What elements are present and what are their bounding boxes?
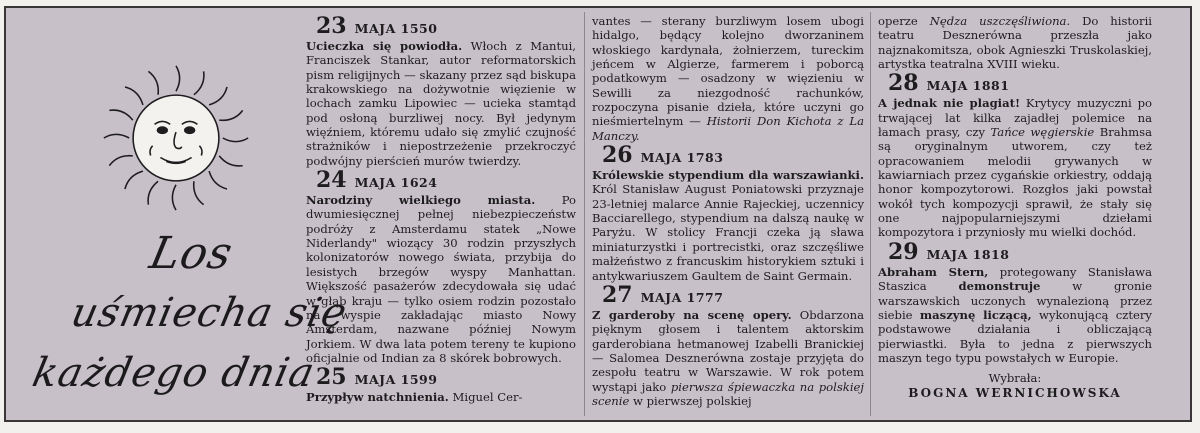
entry-body [592, 168, 864, 283]
entry-date: MAJA 1818 [926, 246, 1010, 262]
entry-text: operze [878, 14, 930, 28]
entry-italic: pierwsza śpiewaczka na polskiej scenie [592, 379, 864, 408]
entry-lead: Abraham Stern, [878, 264, 989, 279]
entry-lead: A jednak nie plagiat! [878, 96, 1021, 111]
entry-heading [888, 70, 1152, 97]
entry-lead: Królewskie stypendium dla warszawianki. [592, 168, 864, 183]
entry-heading [316, 167, 576, 194]
entry-body [306, 39, 576, 168]
entry-date: MAJA 1881 [926, 78, 1010, 94]
entry-day: 26 [602, 142, 633, 169]
entry-bold: maszynę liczącą, [919, 307, 1032, 322]
credit-label: Wybrała: [988, 371, 1042, 386]
entry-day: 29 [888, 238, 919, 265]
entry-day: 27 [602, 281, 633, 308]
entry-date: MAJA 1599 [354, 372, 438, 388]
entry-text: Król Stanisław August Poniatowski przyznaje 23-letniej malarce Annie Rajeckiej, uczennicy Bacciarellego, stypendium na dalszą naukę w Paryżu. W stolicy Francji czeka ją sława miniaturzystki i portrecistki, oraz szczęśliwe małżeństwo z francuskim historykiem sztuki i antykwariuszem Gaultem de Saint Germain. [592, 182, 864, 283]
entry-date: MAJA 1777 [640, 289, 724, 305]
sun-ray [219, 156, 242, 166]
entry-text: w gronie warszawskich uczonych wynalezioną przez siebie [878, 279, 1153, 322]
entry-body-continued [592, 14, 864, 143]
entry-date: MAJA 1783 [640, 150, 724, 166]
entry-date: MAJA 1550 [354, 21, 438, 36]
entry-bold: demonstruje [958, 279, 1041, 294]
entry-body [306, 390, 576, 404]
sun-ray [109, 110, 132, 120]
motto-line-3: każdego dnia [28, 350, 320, 396]
entry-text: Obdarzona pięknym głosem i talentem aktorskim garderobiana hetmanowej Izabelli Branickiej — Salomea Desznerówna zostaje przyjęta do zespołu teatru w Warszawie. W rok potem wystąpi jako [592, 307, 864, 394]
entry-day: 25 [316, 364, 347, 391]
entry-text: Do historii teatru Desznerówna przeszła jako najznakomitsza, obok Agnieszki Truskolaskiej, artystka teatralna XVIII wieku. [878, 14, 1153, 72]
entry-lead: Z garderoby na scenę opery. [592, 307, 792, 322]
credit-author: BOGNA WERNICHOWSKA [908, 385, 1122, 400]
entry-day: 23 [316, 13, 347, 39]
sun-ray [194, 181, 204, 204]
entry-heading [316, 13, 576, 39]
entry-lead: Narodziny wielkiego miasta. [306, 193, 536, 208]
sun-ray [209, 171, 227, 189]
entry-day: 24 [316, 167, 347, 194]
sun-face-icon [98, 60, 254, 216]
sun-ray [219, 110, 242, 120]
sun-ray [223, 138, 248, 142]
sun-ray [109, 156, 132, 166]
entry-heading [888, 238, 1152, 265]
entry-text: wykonującą cztery podstawowe działania i obliczającą pierwiastki. Była to jedna z pierwszych maszyn tego typu powstałych w Europie. [878, 307, 1152, 365]
sun-ray [194, 71, 204, 94]
entry-text: vantes — sterany burzliwym losem ubogi hidalgo, będący kolejno dworzaninem włoskiego kardynała, żołnierzem, tureckim jeńcem w Algierze, farmerem i poborcą podatkowym — osadzony w więzieniu w Sewilli za niezgodność rachunków, rozpoczyna pisanie dzieła, które uczyni go nieśmiertelnym — [592, 14, 864, 129]
entry-heading [602, 281, 864, 308]
entry-italic: Historii Don Kichota z La Manczy. [592, 114, 865, 143]
sun-ray [176, 66, 180, 91]
entry-text: w pierwszej polskiej [629, 393, 752, 408]
sun-ray [104, 134, 129, 138]
column-divider [584, 12, 585, 416]
column-divider [870, 12, 871, 416]
motto-line-1: Los [145, 228, 238, 279]
entry-text: Brahmsa są oryginalnym utworem, czy też opracowaniem melodii grywanych w kawiarniach przez cygańskie orkiestry, oddają honor kompozytorowi. Rozgłos jaki powstał wokół tych kompozycji sprawił, że stały się one najpopularniejszymi dziełami kompozytora i przyniosły mu wielki dochód. [878, 125, 1153, 240]
entry-date: MAJA 1624 [354, 175, 438, 191]
entry-heading [316, 364, 576, 391]
entry-day: 28 [888, 70, 919, 97]
entry-body [878, 96, 1152, 239]
entry-body-continued [878, 14, 1152, 71]
sun-ray [148, 181, 158, 204]
entry-italic: Tańce węgierskie [990, 125, 1095, 140]
sun-ray [172, 185, 176, 210]
entry-text: protegowany Stanisława Staszica [878, 264, 1152, 294]
sun-ray [148, 71, 158, 94]
entry-heading [602, 142, 864, 169]
text-column-1 [306, 14, 576, 405]
entry-text: Miguel Cer- [448, 390, 523, 405]
sun-ray [125, 171, 143, 189]
entry-lead: Ucieczka się powiodła. [306, 39, 463, 53]
text-column-2 [592, 14, 864, 408]
entry-text: Włoch z Mantui, Franciszek Stankar, autor reformatorskich pism religijnych — skazany przez sąd biskupa krakowskiego na dożywotnie więzienie w lochach zamku Lipowiec — ucieka stamtąd pod osłoną burzliwej nocy. Był jedynym więźniem, któremu udało się zmylić czujność strażników i niepostrzeżenie przekroczyć podwójny pierścień murów twierdzy. [306, 39, 576, 168]
motto-line-2: uśmiecha się [67, 290, 352, 336]
sun-ray [209, 87, 227, 105]
entry-body [878, 265, 1152, 365]
entry-italic: Nędza uszczęśliwiona. [929, 14, 1071, 28]
text-column-3 [878, 14, 1152, 400]
sun-ray [125, 87, 143, 105]
entry-text: Po dwumiesięcznej pełnej niebezpieczeństw podróży z Amsterdamu statek „Nowe Niderlandy" wiozący 30 rodzin przyszłych kolonizatorów nowego świata, przybija do lesistych brzegów wyspy Manhattan. Większość pasażerów zdecydowała się udać w głąb kraju — tylko osiem rodzin pozostało na wyspie zakładając miasto Nowy Amsterdam, nazwane później Nowym Jorkiem. W dwa lata potem tereny te kupiono oficjalnie od Indian za 8 skórek bobrowych. [306, 193, 577, 365]
newspaper-column-box [4, 6, 1192, 422]
entry-lead: Przypływ natchnienia. [306, 390, 449, 405]
entry-body [306, 193, 576, 365]
entry-text: Krytycy muzyczni po trwającej lat kilka zajadłej polemice na łamach prasy, czy [878, 96, 1152, 140]
entry-body [592, 308, 864, 408]
